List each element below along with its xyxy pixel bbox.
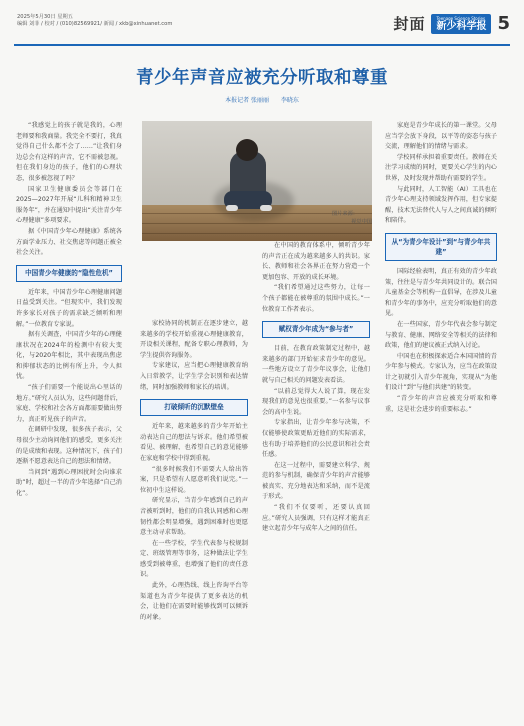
paragraph: 据有关调查，中国青少年的心理健康状况在2024年的检测中有较大变化，与2020年相比，其中表现出焦虑和抑郁状态的比例有所上升，令人担忧。: [16, 331, 122, 381]
paragraph: “以前总觉得大人说了算，现在发现我们的意见也很重要。”一名参与议事会的高中生说。: [262, 387, 370, 416]
section-name: 封面: [393, 15, 426, 33]
paragraph: 近年来，越来越多的青少年开始主动表达自己的想法与诉求。他们希望被看见、被理解，也希望自己的意见能够在家庭和学校中得到重视。: [140, 423, 248, 462]
paragraph: 家校协同的机制正在逐步建立，越来越多的学校开始重视心理健康教育，开设相关课程，配备专职心理教师，为学生提供咨询服务。: [140, 320, 248, 359]
paragraph: 家庭是青少年成长的第一课堂。父母应当学会放下身段，以平等的姿态与孩子交流，理解他们的情绪与需求。: [385, 122, 497, 151]
header-editor-line: 编辑 刘菲 / 校对 / (010)82569921/ 新闻 / xkb@xinhuanet.com: [17, 21, 173, 27]
article-title: 青少年声音应被充分听取和尊重: [136, 68, 388, 88]
paragraph: “很多时候我们不需要大人给出答案，只是希望有人愿意听我们说完。”一位初中生这样说。: [140, 465, 248, 494]
paragraph: 在一些国家，青少年代表会参与制定与教育、健康、网络安全等相关的法律和政策，他们的建议被正式纳入讨论。: [385, 320, 497, 350]
header-date: 2025年5月30日 星期五: [17, 14, 73, 20]
masthead-zh: 新少科学报: [436, 20, 487, 32]
paragraph: 目前，在教育政策制定过程中，越来越多的部门开始征求青少年的意见。一些地方设立了青少年议事会，让他们就与自己相关的问题发表看法。: [262, 345, 370, 384]
paragraph: 在这一过程中，需要建立科学、规范的参与机制，确保青少年的声音能够被真实、充分地表达和采纳，而不是流于形式。: [262, 461, 370, 501]
article-byline: [0, 95, 524, 104]
paragraph: 国家卫生健康委员会等部门在2025—2027年开展“儿科和精神卫生服务年”，并在通知中提出“关注青少年心理健康”多项要求。: [16, 185, 122, 225]
subheading: 从“为青少年设计”到“与青少年共建”: [385, 233, 497, 261]
paragraph: “我们希望通过这些努力，让每一个孩子都能在被尊重的氛围中成长。”一位教育工作者表示。: [262, 284, 370, 313]
subheading: 中国青少年健康的“隐性危机”: [16, 265, 122, 282]
paragraph: “我们不仅要听，还要认真回应。”研究人员强调，只有这样才能真正建立起青少年与成年人之间的信任。: [262, 504, 370, 533]
paragraph: 专家指出，让青少年参与决策，不仅能够使政策更贴近他们的实际需求，也有助于培养他们的公民意识和社会责任感。: [262, 419, 370, 459]
paragraph: 学校同样承担着重要责任。教师在关注学习成绩的同时，更要关心学生的内心世界，及时发现并帮助有需要的学生。: [385, 153, 497, 182]
byline-author-2: 李晓东: [280, 97, 299, 104]
column-3: [262, 241, 370, 711]
paragraph: 研究显示，当青少年感到自己的声音被听到时，他们的自我认同感和心理韧性都会明显增强，遇到困难时也更愿意主动寻求帮助。: [140, 497, 248, 537]
masthead-logo: [431, 14, 491, 34]
subheading: 打破倾听的沉默壁垒: [140, 399, 248, 416]
paragraph: 专家建议，应当把心理健康教育纳入日常教学，让学生学会识别和表达情绪，同时加强教师和家长的培训。: [140, 362, 248, 391]
page-header: [0, 0, 524, 42]
paragraph: 在调研中发现，很多孩子表示，父母很少主动询问他们的感受，更多关注的是成绩和表现。这种情况下，孩子们逐渐不愿意表达自己的想法和情绪。: [16, 426, 122, 466]
photo-caption-credit: 视觉中国: [351, 218, 372, 225]
paragraph: 国际经验表明，真正有效的青少年政策，往往是与青少年共同设计的。联合国儿童基金会等机构一直倡导，在涉及儿童和青少年的事务中，应充分听取他们的意见。: [385, 267, 497, 318]
page-number: 5: [497, 13, 510, 34]
paragraph: 当问到“遇到心理困扰时会向谁求助”时，超过一半的青少年选择“自己消化”。: [16, 468, 122, 497]
paragraph: 中国也在积极探索适合本国国情的青少年参与模式。专家认为，应当在政策设计之初就引入青少年视角，实现从“为他们设计”到“与他们共建”的转变。: [385, 352, 497, 392]
photo-caption-source: 图片来源：: [332, 211, 358, 217]
column-2: [140, 319, 248, 711]
header-rule: [14, 44, 510, 46]
paragraph: 与此同时，人工智能（AI）工具也在青少年心理支持领域发挥作用，但专家提醒，技术无法替代人与人之间真诚的倾听和陪伴。: [385, 185, 497, 225]
header-meta: [17, 14, 172, 28]
paragraph: “青少年的声音应被充分听取和尊重，这是社会进步的重要标志。”: [385, 395, 497, 413]
paragraph: “我感觉上的孩子就是我的，心理老师要和我商量。我完全不要打，我真觉得自己什么都不会了……”让我们身边总会有这样的声音，它不需被忽视。但在我们身边的孩子，他们的心理状态，很多被忽视了吗？: [16, 122, 122, 182]
byline-author-1: 本报记者 张丽丽: [225, 97, 269, 104]
paragraph: 在中国的教育体系中，倾听青少年的声音正在成为越来越多人的共识。家长、教师和社会各界正在努力营造一个更加包容、开放的成长环境。: [262, 242, 370, 281]
paragraph: 此外，心理热线、线上咨询平台等渠道也为青少年提供了更多表达的机会，让他们在需要时能够找到可以倾诉的对象。: [140, 582, 248, 621]
column-1: [16, 121, 122, 711]
paragraph: 近年来，中国青少年心理健康问题日益受到关注。“但现实中，我们发现许多家长对孩子的需求缺乏倾听和理解。”一位教育专家说。: [16, 288, 122, 328]
paragraph: 在一些学校，学生代表参与校规制定、班级管理等事务，这种做法让学生感受到被尊重，也增强了他们的责任意识。: [140, 539, 248, 579]
paragraph: “孩子们需要一个能说出心里话的地方。”研究人员认为，这些问题背后，家庭、学校和社会各方面都需要做出努力，真正听见孩子的声音。: [16, 384, 122, 423]
masthead-en: Teenage Science Stories: [436, 15, 486, 21]
column-4: [385, 121, 497, 711]
article-photo: [142, 121, 372, 241]
header-right: [393, 13, 510, 34]
subheading: 赋权青少年成为“参与者”: [262, 321, 370, 338]
paragraph: 据《中国青少年心理健康》系统各方面学业压力、社交焦虑等问题正被全社会关注。: [16, 227, 122, 257]
